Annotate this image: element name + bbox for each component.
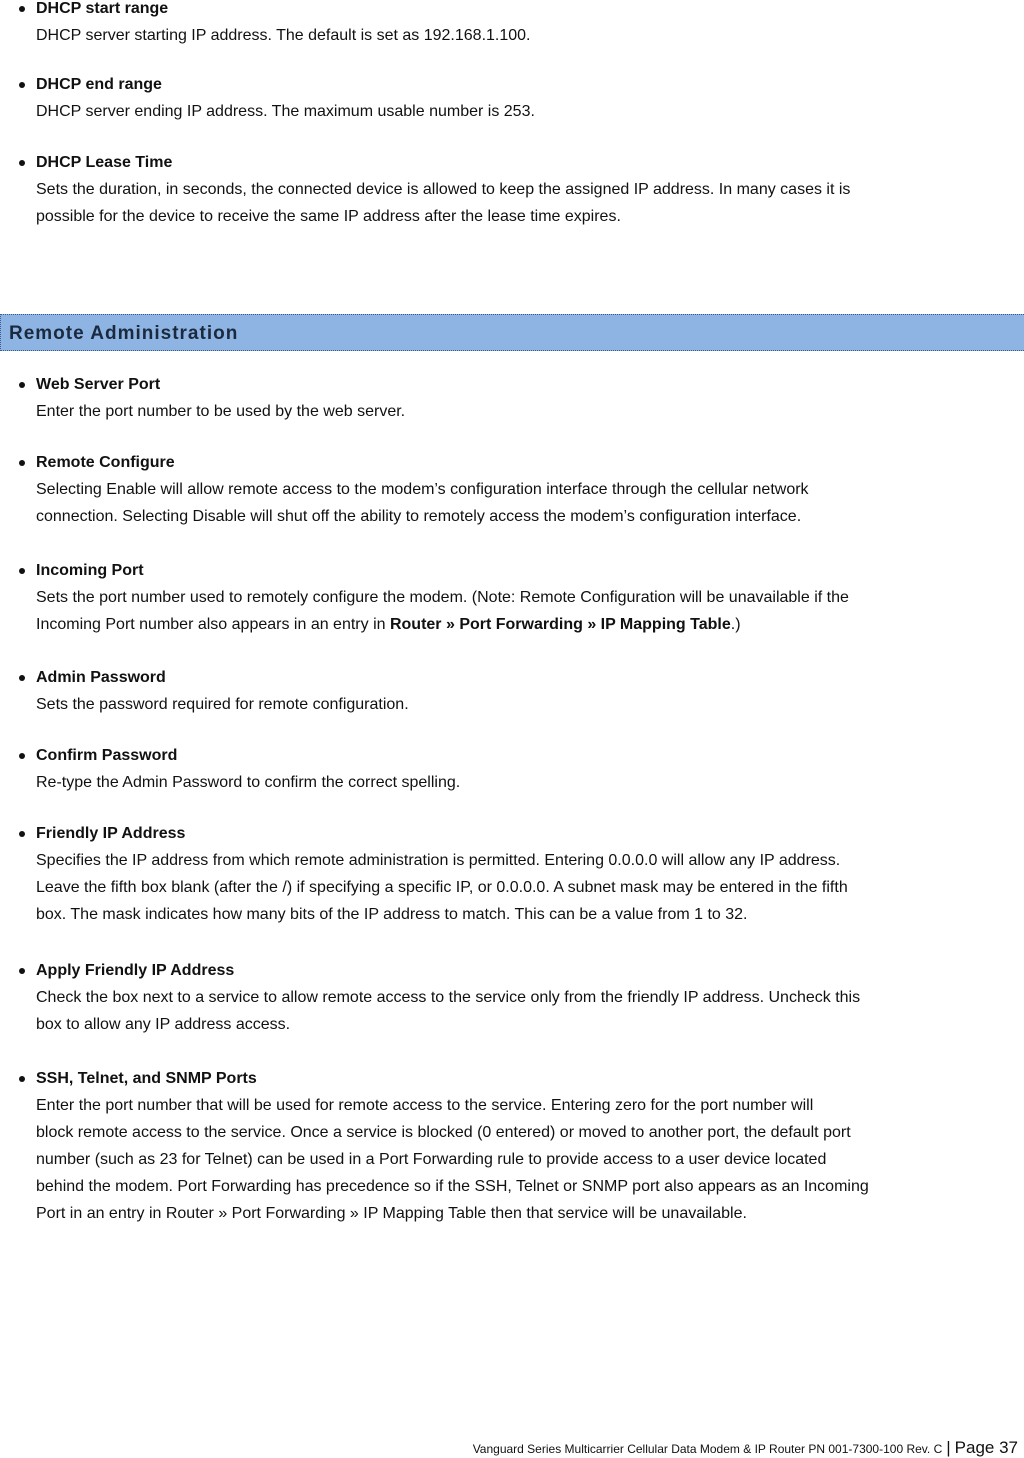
- description-line: behind the modem. Port Forwarding has precedence so if the SSH, Telnet or SNMP port also appears as an Incoming: [36, 1178, 869, 1195]
- description-line: number (such as 23 for Telnet) can be used in a Port Forwarding rule to provide access to a user device located: [36, 1151, 827, 1168]
- description-line: Sets the port number used to remotely configure the modem. (Note: Remote Configuration will be unavailable if the: [36, 589, 849, 606]
- description-line: Enter the port number to be used by the web server.: [36, 403, 406, 420]
- page-footer: [473, 1438, 1018, 1458]
- description-line: possible for the device to receive the same IP address after the lease time expires.: [36, 208, 621, 225]
- description-line: Selecting Enable will allow remote access to the modem’s configuration interface through the cellular network: [36, 481, 809, 498]
- bullet-icon: [19, 753, 25, 759]
- section-title: Remote Administration: [9, 323, 239, 344]
- term-description: [36, 584, 1024, 638]
- section-header-bar: [0, 314, 1024, 351]
- bullet-icon: [19, 675, 25, 681]
- term-description: [36, 984, 1024, 1038]
- description-line: box to allow any IP address access.: [36, 1016, 291, 1033]
- term-heading: SSH, Telnet, and SNMP Ports: [36, 1070, 257, 1087]
- description-line: Port in an entry in Router » Port Forwarding » IP Mapping Table then that service will be unavailable.: [36, 1205, 747, 1222]
- term-description: [36, 1092, 1024, 1227]
- description-text: .): [730, 616, 741, 633]
- description-line: Enter the port number that will be used for remote access to the service. Entering zero for the port number will: [36, 1097, 814, 1114]
- bullet-icon: [19, 160, 25, 166]
- description-line: block remote access to the service. Once a service is blocked (0 entered) or moved to another port, the default port: [36, 1124, 851, 1141]
- bullet-icon: [19, 968, 25, 974]
- bullet-icon: [19, 831, 25, 837]
- bullet-icon: [19, 382, 25, 388]
- bullet-icon: [19, 82, 25, 88]
- bullet-icon: [19, 460, 25, 466]
- term-description: [36, 22, 1024, 49]
- term-description: [36, 476, 1024, 530]
- term-heading: Admin Password: [36, 669, 166, 686]
- description-line: Re-type the Admin Password to confirm the correct spelling.: [36, 774, 461, 791]
- term-description: [36, 691, 1024, 718]
- term-description: [36, 769, 1024, 796]
- description-line: DHCP server ending IP address. The maximum usable number is 253.: [36, 103, 535, 120]
- term-heading: DHCP end range: [36, 76, 162, 93]
- term-heading: Web Server Port: [36, 376, 161, 393]
- description-line: [36, 611, 1024, 638]
- description-line: Sets the password required for remote configuration.: [36, 696, 409, 713]
- term-heading: Apply Friendly IP Address: [36, 962, 235, 979]
- footer-document-title: Vanguard Series Multicarrier Cellular Data Modem & IP Router PN 001-7300-100 Rev. C: [472, 1442, 943, 1456]
- description-text: Incoming Port number also appears in an entry in: [36, 616, 390, 633]
- bullet-icon: [19, 6, 25, 12]
- description-line: Leave the fifth box blank (after the /) if specifying a specific IP, or 0.0.0.0. A subnet mask may be entered in the fifth: [36, 879, 848, 896]
- menu-path-reference: Router » Port Forwarding » IP Mapping Table: [389, 616, 731, 633]
- bullet-icon: [19, 568, 25, 574]
- term-description: [36, 176, 1024, 230]
- term-heading: Incoming Port: [36, 562, 144, 579]
- term-heading: DHCP start range: [36, 0, 169, 17]
- description-line: Check the box next to a service to allow remote access to the service only from the friendly IP address. Uncheck this: [36, 989, 861, 1006]
- term-description: [36, 398, 1024, 425]
- description-line: Specifies the IP address from which remote administration is permitted. Entering 0.0.0.0 will allow any IP address.: [36, 852, 841, 869]
- term-heading: Confirm Password: [36, 747, 178, 764]
- footer-separator: |: [946, 1438, 951, 1457]
- term-heading: Remote Configure: [36, 454, 175, 471]
- page-number: Page 37: [954, 1438, 1018, 1457]
- description-line: DHCP server starting IP address. The default is set as 192.168.1.100.: [36, 27, 531, 44]
- term-heading: Friendly IP Address: [36, 825, 186, 842]
- term-description: [36, 847, 1024, 928]
- term-description: [36, 98, 1024, 125]
- description-line: box. The mask indicates how many bits of the IP address to match. This can be a value from 1 to 32.: [36, 906, 748, 923]
- term-heading: DHCP Lease Time: [36, 154, 173, 171]
- bullet-icon: [19, 1076, 25, 1082]
- description-line: Sets the duration, in seconds, the connected device is allowed to keep the assigned IP address. In many cases it is: [36, 181, 851, 198]
- description-line: connection. Selecting Disable will shut off the ability to remotely access the modem’s configuration interface.: [36, 508, 802, 525]
